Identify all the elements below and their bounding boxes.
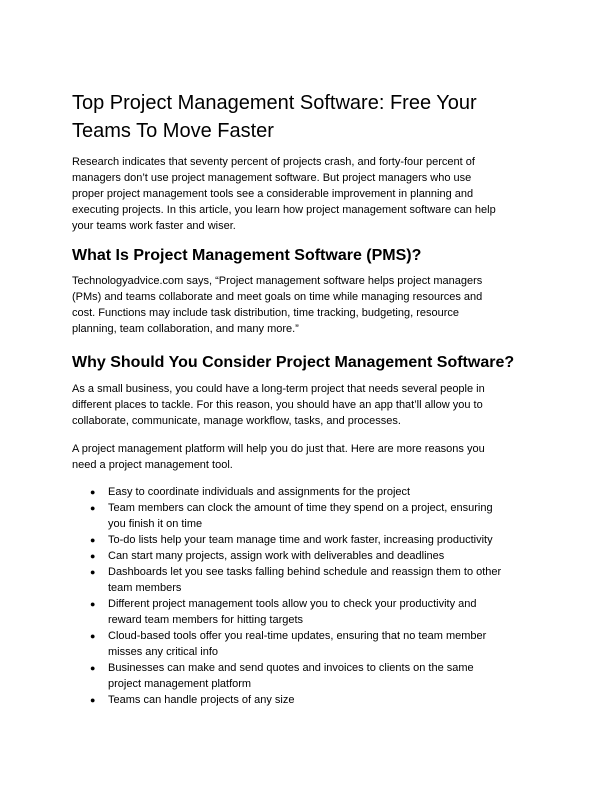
list-item-text: Dashboards let you see tasks falling behind schedule and reassign them to other team members [108, 566, 502, 594]
bullet-icon: ● [90, 631, 96, 641]
bullet-icon: ● [90, 503, 96, 513]
list-item [72, 564, 552, 596]
list-item [72, 692, 552, 708]
bullet-icon: ● [90, 535, 96, 545]
list-item-text: Different project management tools allow you to check your productivity and reward team members for hitting targets [108, 598, 477, 626]
list-item-text: To-do lists help your team manage time and work faster, increasing productivity [108, 534, 493, 546]
section-heading-what-is-pms: What Is Project Management Software (PMS)? [72, 247, 422, 264]
list-item-text: Cloud-based tools offer you real-time updates, ensuring that no team member misses any critical info [108, 630, 487, 658]
list-item [72, 532, 552, 548]
pms-definition-paragraph: Technologyadvice.com says, “Project management software helps project managers (PMs) and teams collaborate and meet goals on time while managing resources and cost. Functions may include task distribution, time tracking, budgeting, resource planning, team collaboration, and many more.” [72, 275, 483, 335]
why-paragraph-2: A project management platform will help you do just that. Here are more reasons you need a project management tool. [72, 443, 485, 471]
bullet-icon: ● [90, 567, 96, 577]
bullet-icon: ● [90, 695, 96, 705]
list-item [72, 660, 552, 692]
list-item-text: Team members can clock the amount of time they spend on a project, ensuring you finish it on time [108, 502, 493, 530]
list-item-text: Businesses can make and send quotes and invoices to clients on the same project management platform [108, 662, 474, 690]
document-title: Top Project Management Software: Free Your Teams To Move Faster [72, 92, 477, 142]
list-item [72, 484, 552, 500]
reasons-list [72, 484, 552, 708]
bullet-icon: ● [90, 663, 96, 673]
list-item-text: Teams can handle projects of any size [108, 694, 295, 706]
bullet-icon: ● [90, 599, 96, 609]
bullet-icon: ● [90, 487, 96, 497]
list-item-text: Can start many projects, assign work with deliverables and deadlines [108, 550, 445, 562]
why-paragraph-1: As a small business, you could have a long-term project that needs several people in different places to tackle. For this reason, you should have an app that’ll allow you to collaborate, communicate, manage workflow, tasks, and processes. [72, 383, 485, 427]
list-item [72, 628, 552, 660]
list-item [72, 548, 552, 564]
bullet-icon: ● [90, 551, 96, 561]
list-item-text: Easy to coordinate individuals and assignments for the project [108, 486, 411, 498]
section-heading-why-consider: Why Should You Consider Project Management Software? [72, 354, 515, 371]
intro-paragraph: Research indicates that seventy percent of projects crash, and forty-four percent of managers don’t use project management software. But project managers who use proper project management tools see a considerable improvement in planning and executing projects. In this article, you learn how project management software can help your teams work faster and wiser. [72, 156, 496, 232]
list-item [72, 596, 552, 628]
list-item [72, 500, 552, 532]
